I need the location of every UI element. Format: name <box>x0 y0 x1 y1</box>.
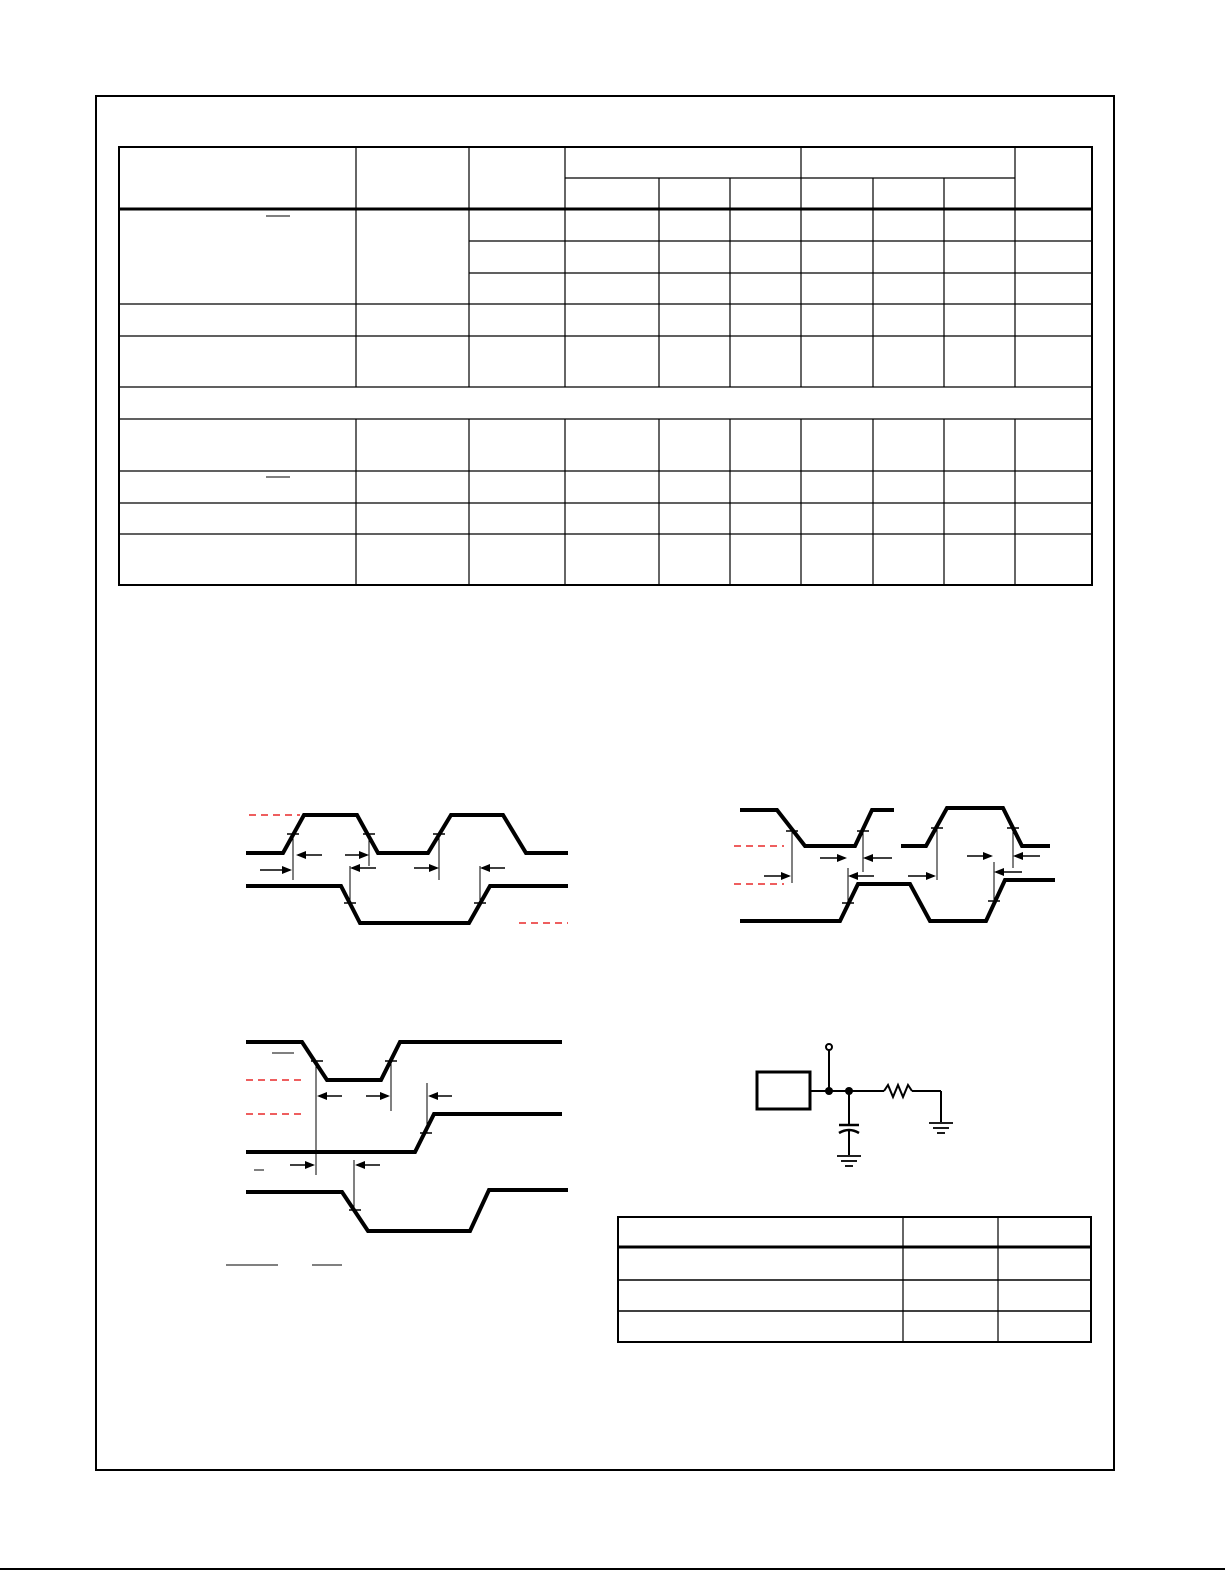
table-border <box>119 147 1092 585</box>
timing-diagram-3 <box>226 1042 568 1265</box>
test-point-icon <box>826 1044 832 1050</box>
timing-diagram-2 <box>734 808 1055 921</box>
load-table <box>618 1217 1091 1342</box>
timing-diagram-1 <box>246 815 568 923</box>
device-block <box>757 1072 810 1109</box>
resistor-icon <box>884 1085 912 1097</box>
load-circuit <box>757 1044 953 1166</box>
characteristics-table <box>119 147 1092 585</box>
